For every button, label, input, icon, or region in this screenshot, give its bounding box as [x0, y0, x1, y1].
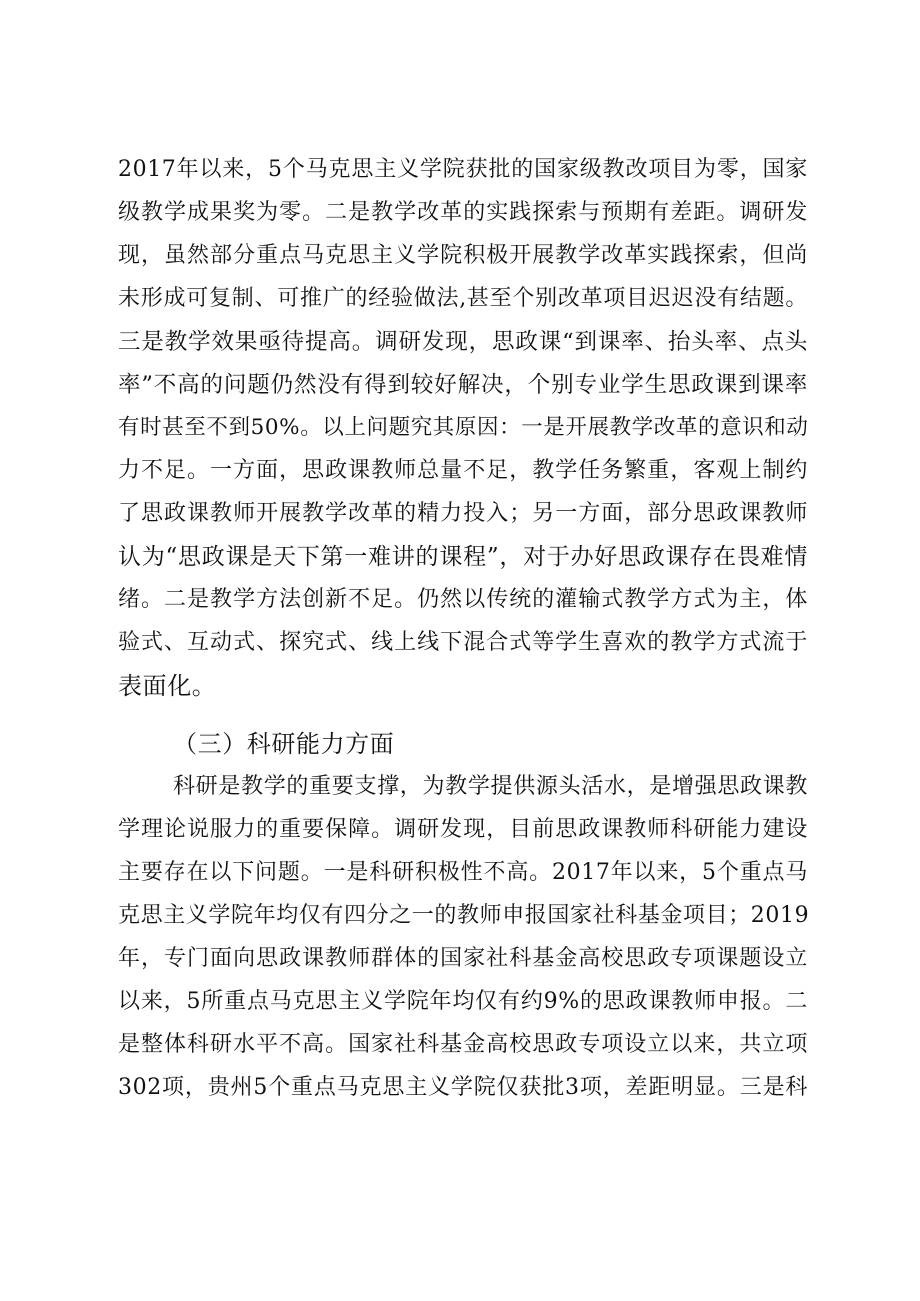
- paragraph1-line-2: 级教学成果奖为零。二是教学改革的实践探索与预期有差距。调研发: [118, 200, 808, 225]
- paragraph1-line-10: 认为“思政课是天下第一难讲的课程”，对于办好思政课存在畏难情: [118, 544, 808, 570]
- paragraph2-line-8: 302项，贵州5个重点马克思主义学院仅获批3项，差距明显。三是科: [118, 1075, 808, 1100]
- paragraph1-line-8: 力不足。一方面，思政课教师总量不足，教学任务繁重，客观上制约: [118, 458, 808, 483]
- paragraph1-line-9: 了思政课教师开展教学改革的精力投入；另一方面，部分思政课教师: [118, 501, 808, 526]
- paragraph1-line-12: 验式、互动式、探究式、线上线下混合式等学生喜欢的教学方式流于: [118, 630, 808, 655]
- paragraph1-line-13: 表面化。: [118, 672, 217, 700]
- paragraph1-line-4: 未形成可复制、可推广的经验做法,甚至个别改革项目迟迟没有结题。: [118, 286, 808, 311]
- paragraph1-line-6: 率”不高的问题仍然没有得到较好解决，个别专业学生思政课到课率: [118, 372, 808, 398]
- paragraph1-line-7: 有时甚至不到50%。以上问题究其原因：一是开展教学改革的意识和动: [118, 415, 809, 440]
- paragraph2-line-5: 年，专门面向思政课教师群体的国家社科基金高校思政专项课题设立: [118, 946, 808, 971]
- paragraph1-line-11: 绪。二是教学方法创新不足。仍然以传统的灌输式教学方式为主，体: [118, 587, 808, 612]
- paragraph2-line-7: 是整体科研水平不高。国家社科基金高校思政专项设立以来，共立项: [118, 1032, 808, 1057]
- paragraph1-line-1: 2017年以来，5个马克思主义学院获批的国家级教改项目为零，国家: [118, 157, 808, 182]
- paragraph2-line-6: 以来，5所重点马克思主义学院年均仅有约9%的思政课教师申报。二: [118, 989, 808, 1014]
- paragraph2-line-2: 学理论说服力的重要保障。调研发现，目前思政课教师科研能力建设: [118, 817, 808, 842]
- paragraph1-line-5: 三是教学效果亟待提高。调研发现，思政课“到课率、抬头率、点头: [118, 329, 808, 355]
- paragraph2-line-1: 科研是教学的重要支撑，为教学提供源头活水，是增强思政课教: [173, 774, 808, 799]
- paragraph2-line-4: 克思主义学院年均仅有四分之一的教师申报国家社科基金项目；2019: [118, 903, 810, 928]
- section-heading: （三）科研能力方面: [173, 730, 395, 758]
- paragraph1-line-3: 现，虽然部分重点马克思主义学院积极开展教学改革实践探索，但尚: [118, 243, 808, 268]
- paragraph2-line-3: 主要存在以下问题。一是科研积极性不高。2017年以来，5个重点马: [118, 860, 808, 885]
